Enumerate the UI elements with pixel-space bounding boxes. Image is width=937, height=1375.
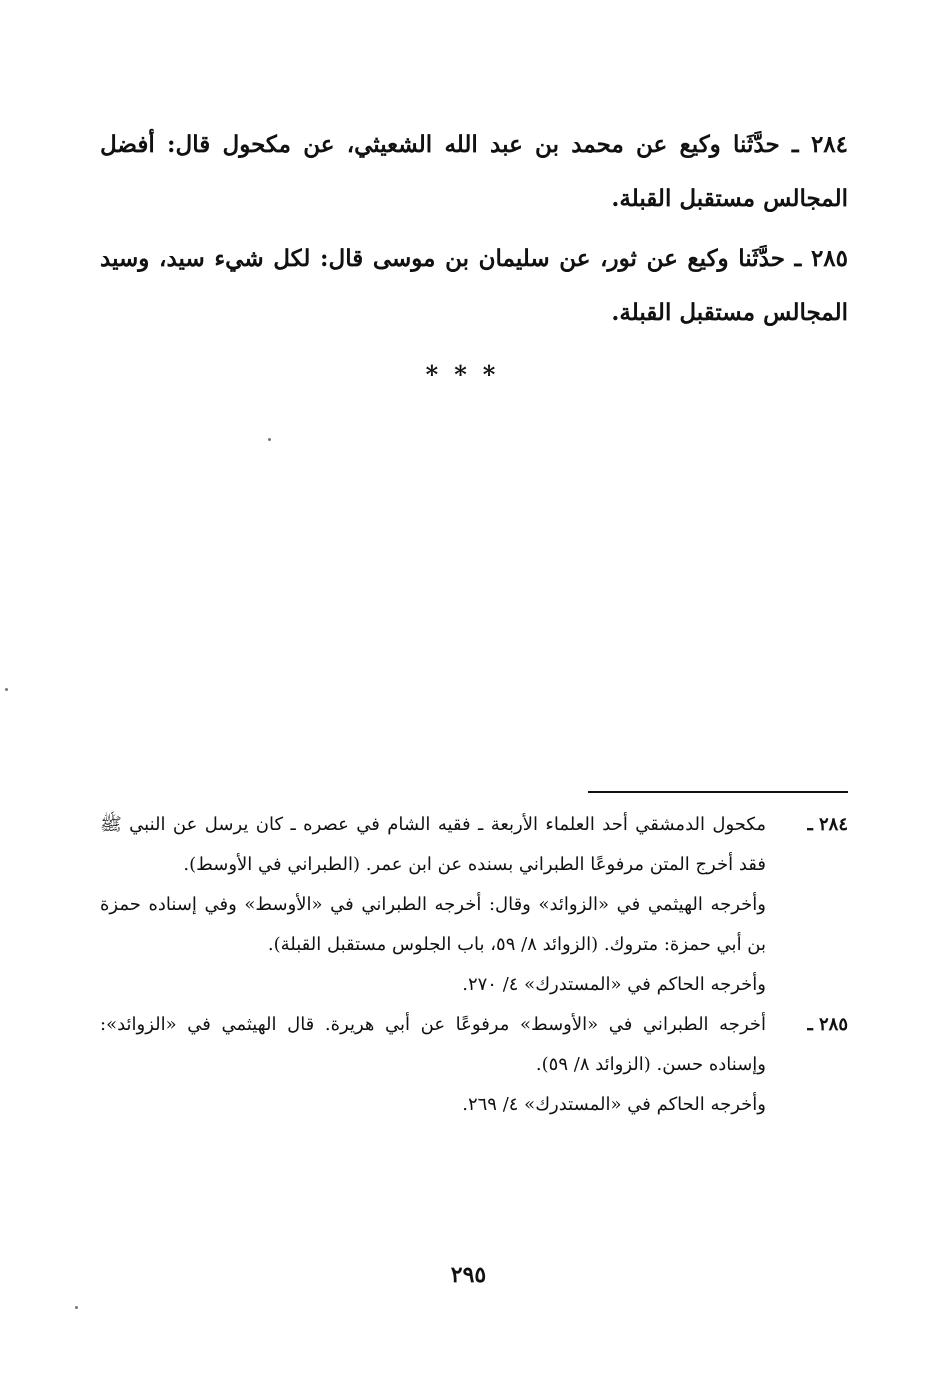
scan-speck xyxy=(268,438,271,441)
hadith-284 xyxy=(100,118,848,226)
footnote-284-paragraph: وأخرجه الحاكم في «المستدرك» ٤/ ٢٧٠. xyxy=(462,974,766,995)
main-text xyxy=(100,118,848,346)
hadith-284-text: ـ حدَّثَنا وكيع عن محمد بن عبد الله الشعيثي، عن مكحول قال: أفضل المجالس مستقبل القبلة. xyxy=(100,131,848,212)
footnote-284-paragraph: مكحول الدمشقي أحد العلماء الأربعة ـ فقيه الشام في عصره ـ كان يرسل عن النبي ﷺ فقد أخرج المتن مرفوعًا الطبراني بسنده عن ابن عمر. (الطبراني في الأوسط). xyxy=(100,814,766,875)
footnote-285 xyxy=(100,1005,848,1125)
footnote-285-body xyxy=(100,1005,766,1125)
footnote-284-paragraph: وأخرجه الهيثمي في «الزوائد» وقال: أخرجه الطبراني في «الأوسط» وفي إسناده حمزة بن أبي حمزة: متروك. (الزوائد ٨/ ٥٩، باب الجلوس مستقبل القبلة). xyxy=(100,894,766,955)
footnote-284 xyxy=(100,805,848,1005)
footnote-285-number: ٢٨٥ ـ xyxy=(807,1014,848,1035)
scan-speck xyxy=(5,688,8,691)
footnote-divider xyxy=(588,791,848,793)
footnotes xyxy=(100,805,848,1125)
hadith-285-number: ٢٨٥ xyxy=(810,245,848,272)
page-number: ٢٩٥ xyxy=(450,1262,487,1288)
hadith-285 xyxy=(100,232,848,340)
footnote-285-paragraph: وأخرجه الحاكم في «المستدرك» ٤/ ٢٦٩. xyxy=(462,1094,766,1115)
hadith-285-text: ـ حدَّثَنا وكيع عن ثور، عن سليمان بن موسى قال: لكل شيء سيد، وسيد المجالس مستقبل القبلة. xyxy=(100,245,848,326)
scan-speck xyxy=(75,1306,78,1309)
hadith-284-number: ٢٨٤ xyxy=(810,131,848,158)
footnote-284-body xyxy=(100,805,766,1005)
footnote-285-paragraph: أخرجه الطبراني في «الأوسط» مرفوعًا عن أبي هريرة. قال الهيثمي في «الزوائد»: وإسناده حسن. (الزوائد ٨/ ٥٩). xyxy=(100,1014,766,1075)
section-separator: *** xyxy=(425,360,512,389)
footnote-284-number: ٢٨٤ ـ xyxy=(807,814,848,835)
